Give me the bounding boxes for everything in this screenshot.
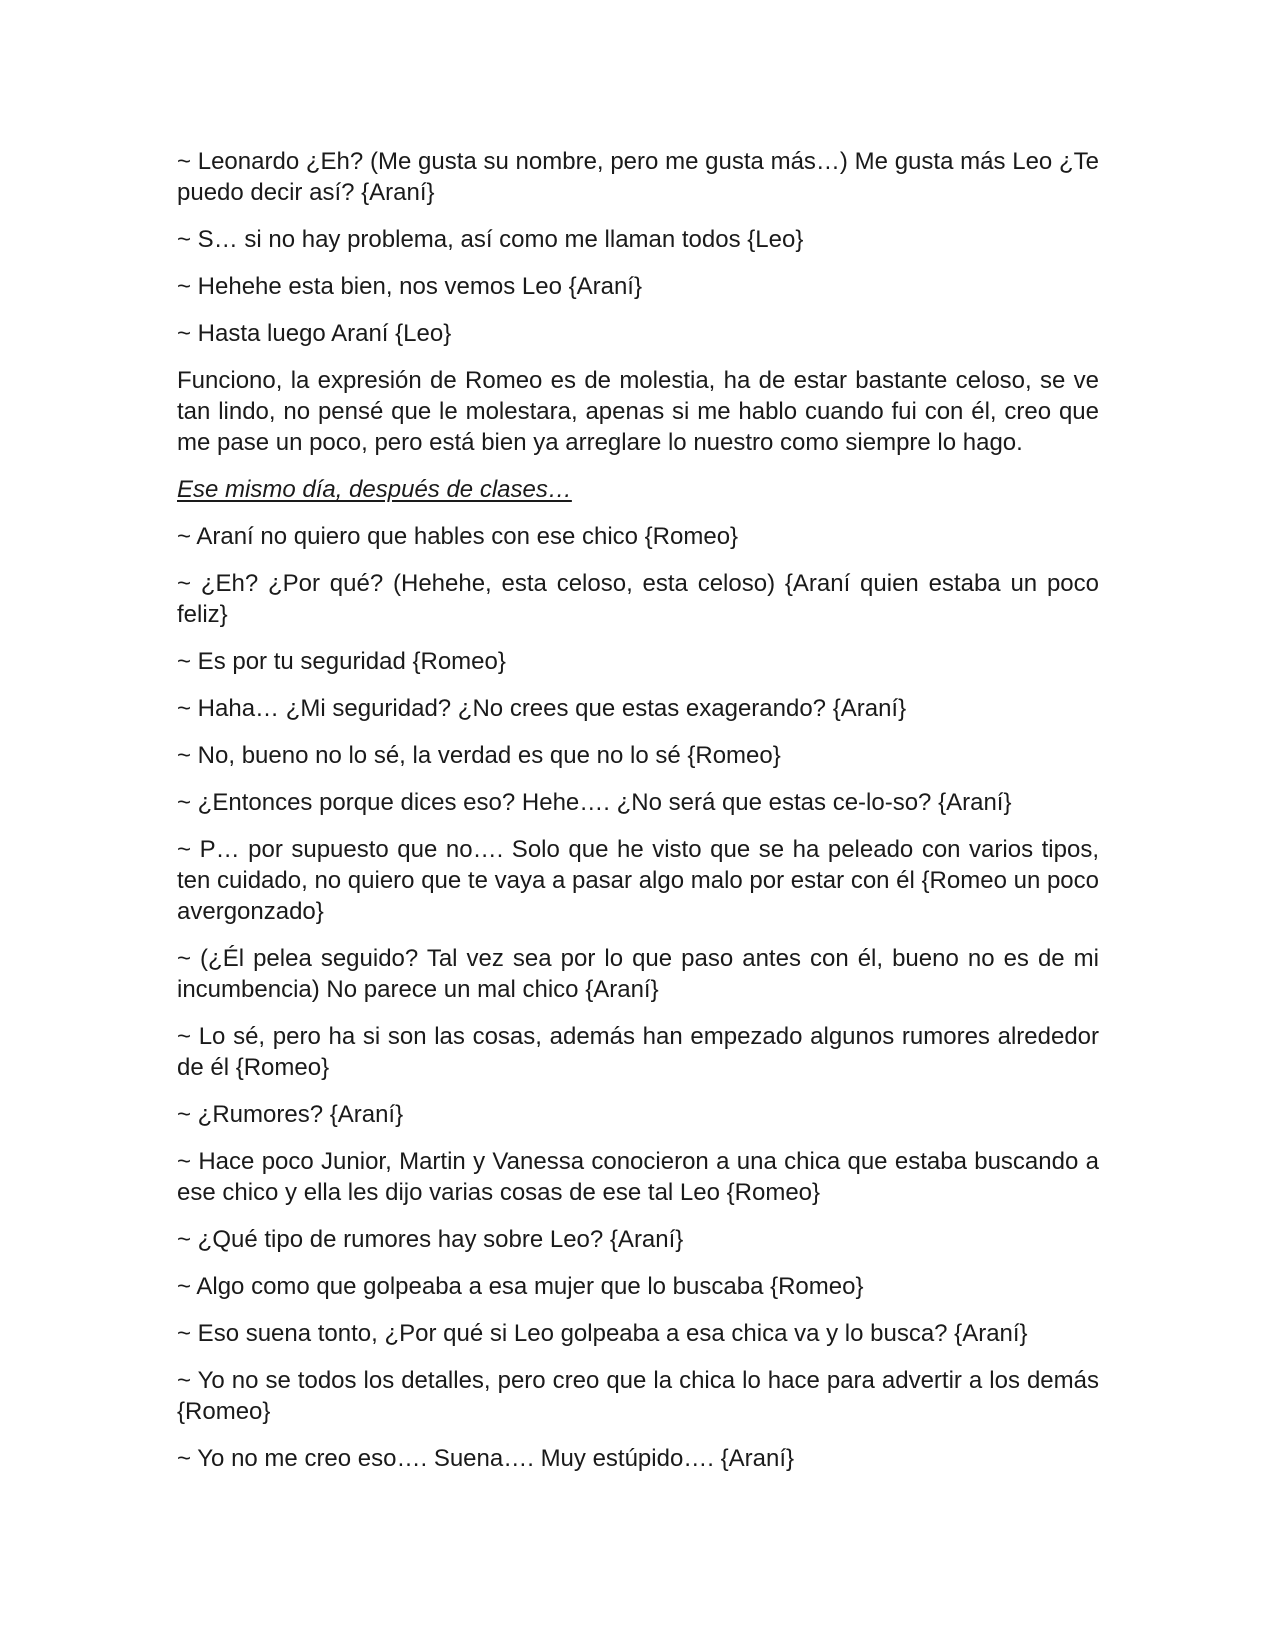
- dialogue-line: ~ Algo como que golpeaba a esa mujer que lo buscaba {Romeo}: [177, 1273, 864, 1300]
- dialogue-line: ~ Es por tu seguridad {Romeo}: [177, 648, 506, 675]
- dialogue-line: ~ ¿Qué tipo de rumores hay sobre Leo? {Araní}: [177, 1226, 684, 1253]
- dialogue-line: ~ Yo no me creo eso…. Suena…. Muy estúpido…. {Araní}: [177, 1445, 795, 1472]
- dialogue-line: ~ Hasta luego Araní {Leo}: [177, 320, 452, 347]
- scene-heading: Ese mismo día, después de clases…: [177, 476, 572, 503]
- dialogue-line: ~ S… si no hay problema, así como me llaman todos {Leo}: [177, 226, 804, 253]
- dialogue-line: ~ No, bueno no lo sé, la verdad es que no lo sé {Romeo}: [177, 742, 781, 769]
- dialogue-line: ~ Lo sé, pero ha si son las cosas, además han empezado algunos rumores alrededor de él {Romeo}: [177, 1023, 1099, 1081]
- narration-paragraph: Funciono, la expresión de Romeo es de molestia, ha de estar bastante celoso, se ve tan lindo, no pensé que le molestara, apenas si me hablo cuando fui con él, creo que me pase un poco, pero está bien ya arreglare lo nuestro como siempre lo hago.: [177, 367, 1099, 456]
- dialogue-line: ~ Yo no se todos los detalles, pero creo que la chica lo hace para advertir a los demás {Romeo}: [177, 1367, 1099, 1425]
- dialogue-line: ~ Hace poco Junior, Martin y Vanessa conocieron a una chica que estaba buscando a ese chico y ella les dijo varias cosas de ese tal Leo {Romeo}: [177, 1148, 1099, 1206]
- dialogue-line: ~ Haha… ¿Mi seguridad? ¿No crees que estas exagerando? {Araní}: [177, 695, 907, 722]
- dialogue-line: ~ Araní no quiero que hables con ese chico {Romeo}: [177, 523, 739, 550]
- dialogue-line: ~ Eso suena tonto, ¿Por qué si Leo golpeaba a esa chica va y lo busca? {Araní}: [177, 1320, 1028, 1347]
- dialogue-line: ~ (¿Él pelea seguido? Tal vez sea por lo que paso antes con él, bueno no es de mi incumbencia) No parece un mal chico {Araní}: [177, 945, 1099, 1003]
- dialogue-line: ~ Hehehe esta bien, nos vemos Leo {Araní}: [177, 273, 642, 300]
- dialogue-line: ~ ¿Entonces porque dices eso? Hehe…. ¿No será que estas ce-lo-so? {Araní}: [177, 789, 1012, 816]
- dialogue-line: ~ ¿Rumores? {Araní}: [177, 1101, 404, 1128]
- document-page: [177, 146, 1099, 1490]
- dialogue-line: ~ Leonardo ¿Eh? (Me gusta su nombre, pero me gusta más…) Me gusta más Leo ¿Te puedo decir así? {Araní}: [177, 148, 1099, 206]
- dialogue-line: ~ P… por supuesto que no…. Solo que he visto que se ha peleado con varios tipos, ten cuidado, no quiero que te vaya a pasar algo malo por estar con él {Romeo un poco avergonzado}: [177, 836, 1099, 925]
- dialogue-line: ~ ¿Eh? ¿Por qué? (Hehehe, esta celoso, esta celoso) {Araní quien estaba un poco feliz}: [177, 570, 1099, 628]
